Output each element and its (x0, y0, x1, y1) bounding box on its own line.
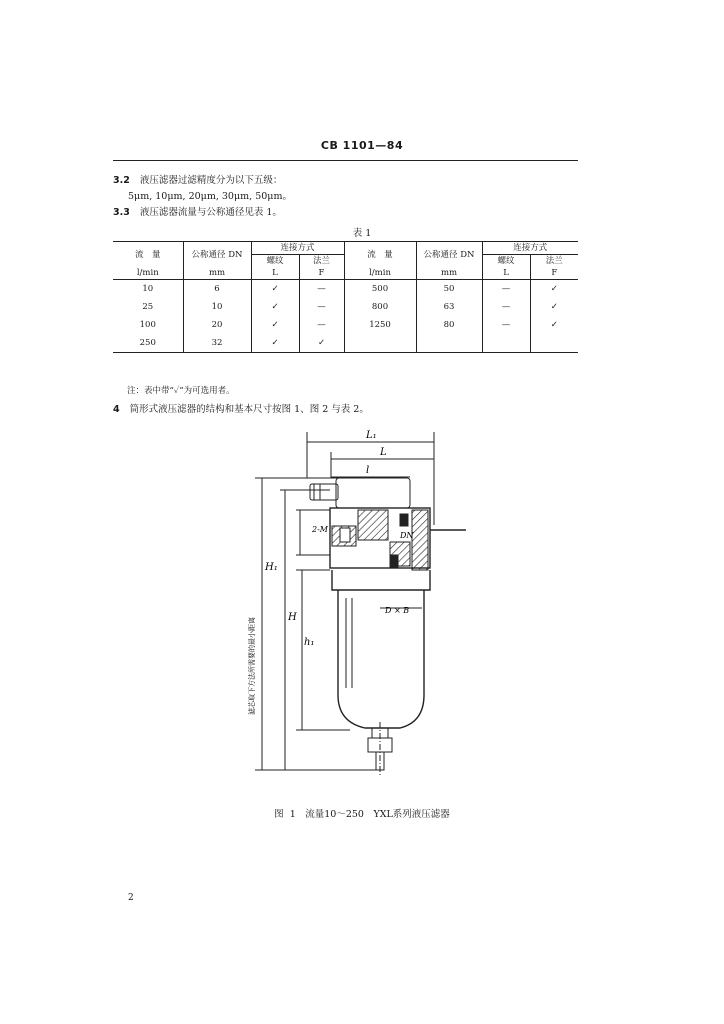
cell-dn: 10 (183, 298, 251, 316)
dim-h1: h₁ (304, 637, 315, 648)
section-3-2 (113, 172, 282, 186)
flange-code: F (299, 267, 344, 280)
cell-dn: 6 (183, 280, 251, 299)
cell-empty (344, 334, 416, 353)
flow-header: 流 量 (113, 242, 183, 268)
cell-flange-right: ✓ (530, 298, 578, 316)
cell-flange-right: ✓ (530, 280, 578, 299)
flow-header-right: 流 量 (344, 242, 416, 268)
section-3-3-number: 3.3 (113, 207, 130, 218)
thread-code-right: L (482, 267, 530, 280)
filter-grades: 5μm, 10μm, 20μm, 30μm, 50μm。 (128, 191, 292, 202)
table-row (113, 316, 578, 334)
dn-unit: mm (183, 267, 251, 280)
flange-header-right: 法兰 (530, 255, 578, 268)
dim-H: H (288, 612, 297, 623)
dim-H1: H₁ (265, 562, 278, 573)
section-4 (113, 401, 369, 415)
cell-thread: ✓ (251, 334, 299, 353)
cell-dn-right: 63 (416, 298, 482, 316)
page-number: 2 (128, 893, 134, 903)
cell-dn: 20 (183, 316, 251, 334)
dim-L: L (380, 447, 387, 458)
cell-flange: — (299, 280, 344, 299)
dim-L1: L₁ (366, 430, 377, 441)
dim-l: l (366, 465, 370, 476)
cell-empty (482, 334, 530, 353)
cell-flow: 100 (139, 320, 156, 330)
cell-flow-right: 800 (344, 298, 416, 316)
cell-flange-right: ✓ (530, 316, 578, 334)
table-1-note: 注：表中带“✓”为可选用者。 (127, 386, 235, 396)
cell-empty (416, 334, 482, 353)
table-1 (113, 241, 578, 353)
cell-flange: ✓ (299, 334, 344, 353)
dn-header: 公称通径 DN (183, 242, 251, 268)
cell-flow: 25 (142, 302, 154, 312)
section-3-2-text: 液压滤器过滤精度分为以下五级： (139, 175, 283, 186)
side-note: 滤芯取下方法所需要的最小距离 (248, 617, 256, 715)
cell-dn-right: 80 (416, 316, 482, 334)
thread-header-right: 螺纹 (482, 255, 530, 268)
section-3-3-text: 液压滤器流量与公称通径见表 1。 (139, 207, 282, 218)
cell-thread: ✓ (251, 280, 299, 299)
section-4-text: 筒形式液压滤器的结构和基本尺寸按图 1、图 2 与表 2。 (129, 404, 369, 415)
cell-thread-right: — (482, 316, 530, 334)
section-3-3 (113, 204, 282, 218)
table-1-title: 表 1 (352, 228, 372, 239)
cell-flow-right: 500 (344, 280, 416, 299)
dim-DN: DN (400, 531, 414, 540)
flow-unit-right: l/min (344, 267, 416, 280)
section-3-2-number: 3.2 (113, 175, 130, 186)
figure-1-caption: 图 1 流量10～250 YXL系列液压滤器 (274, 809, 450, 820)
cell-thread-right: — (482, 298, 530, 316)
cell-flow: 10 (142, 284, 154, 294)
cell-flow: 250 (113, 334, 183, 353)
header-rule (113, 160, 578, 161)
cell-flow-right: 1250 (344, 316, 416, 334)
flange-header: 法兰 (299, 255, 344, 268)
cell-thread-right: — (482, 280, 530, 299)
cell-thread: ✓ (251, 316, 299, 334)
figure-1-drawing (240, 430, 470, 800)
thread-header: 螺纹 (251, 255, 299, 268)
cell-flange: — (299, 316, 344, 334)
table-row (113, 334, 578, 353)
section-4-number: 4 (113, 404, 120, 415)
cell-flange: — (299, 298, 344, 316)
dn-header-right: 公称通径 DN (416, 242, 482, 268)
table-row (113, 280, 578, 299)
connection-header: 连接方式 (251, 242, 344, 255)
dim-2-M: 2-M (312, 525, 328, 534)
table-row (113, 298, 578, 316)
flow-unit: l/min (113, 267, 183, 280)
standard-number: CB 1101—84 (320, 139, 404, 152)
cell-thread: ✓ (251, 298, 299, 316)
dn-unit-right: mm (416, 267, 482, 280)
cell-dn: 32 (183, 334, 251, 353)
connection-header-right: 连接方式 (482, 242, 578, 255)
flange-code-right: F (530, 267, 578, 280)
thread-code: L (251, 267, 299, 280)
dim-D-B: D × B (385, 606, 410, 615)
cell-dn-right: 50 (416, 280, 482, 299)
cell-empty (530, 334, 578, 353)
